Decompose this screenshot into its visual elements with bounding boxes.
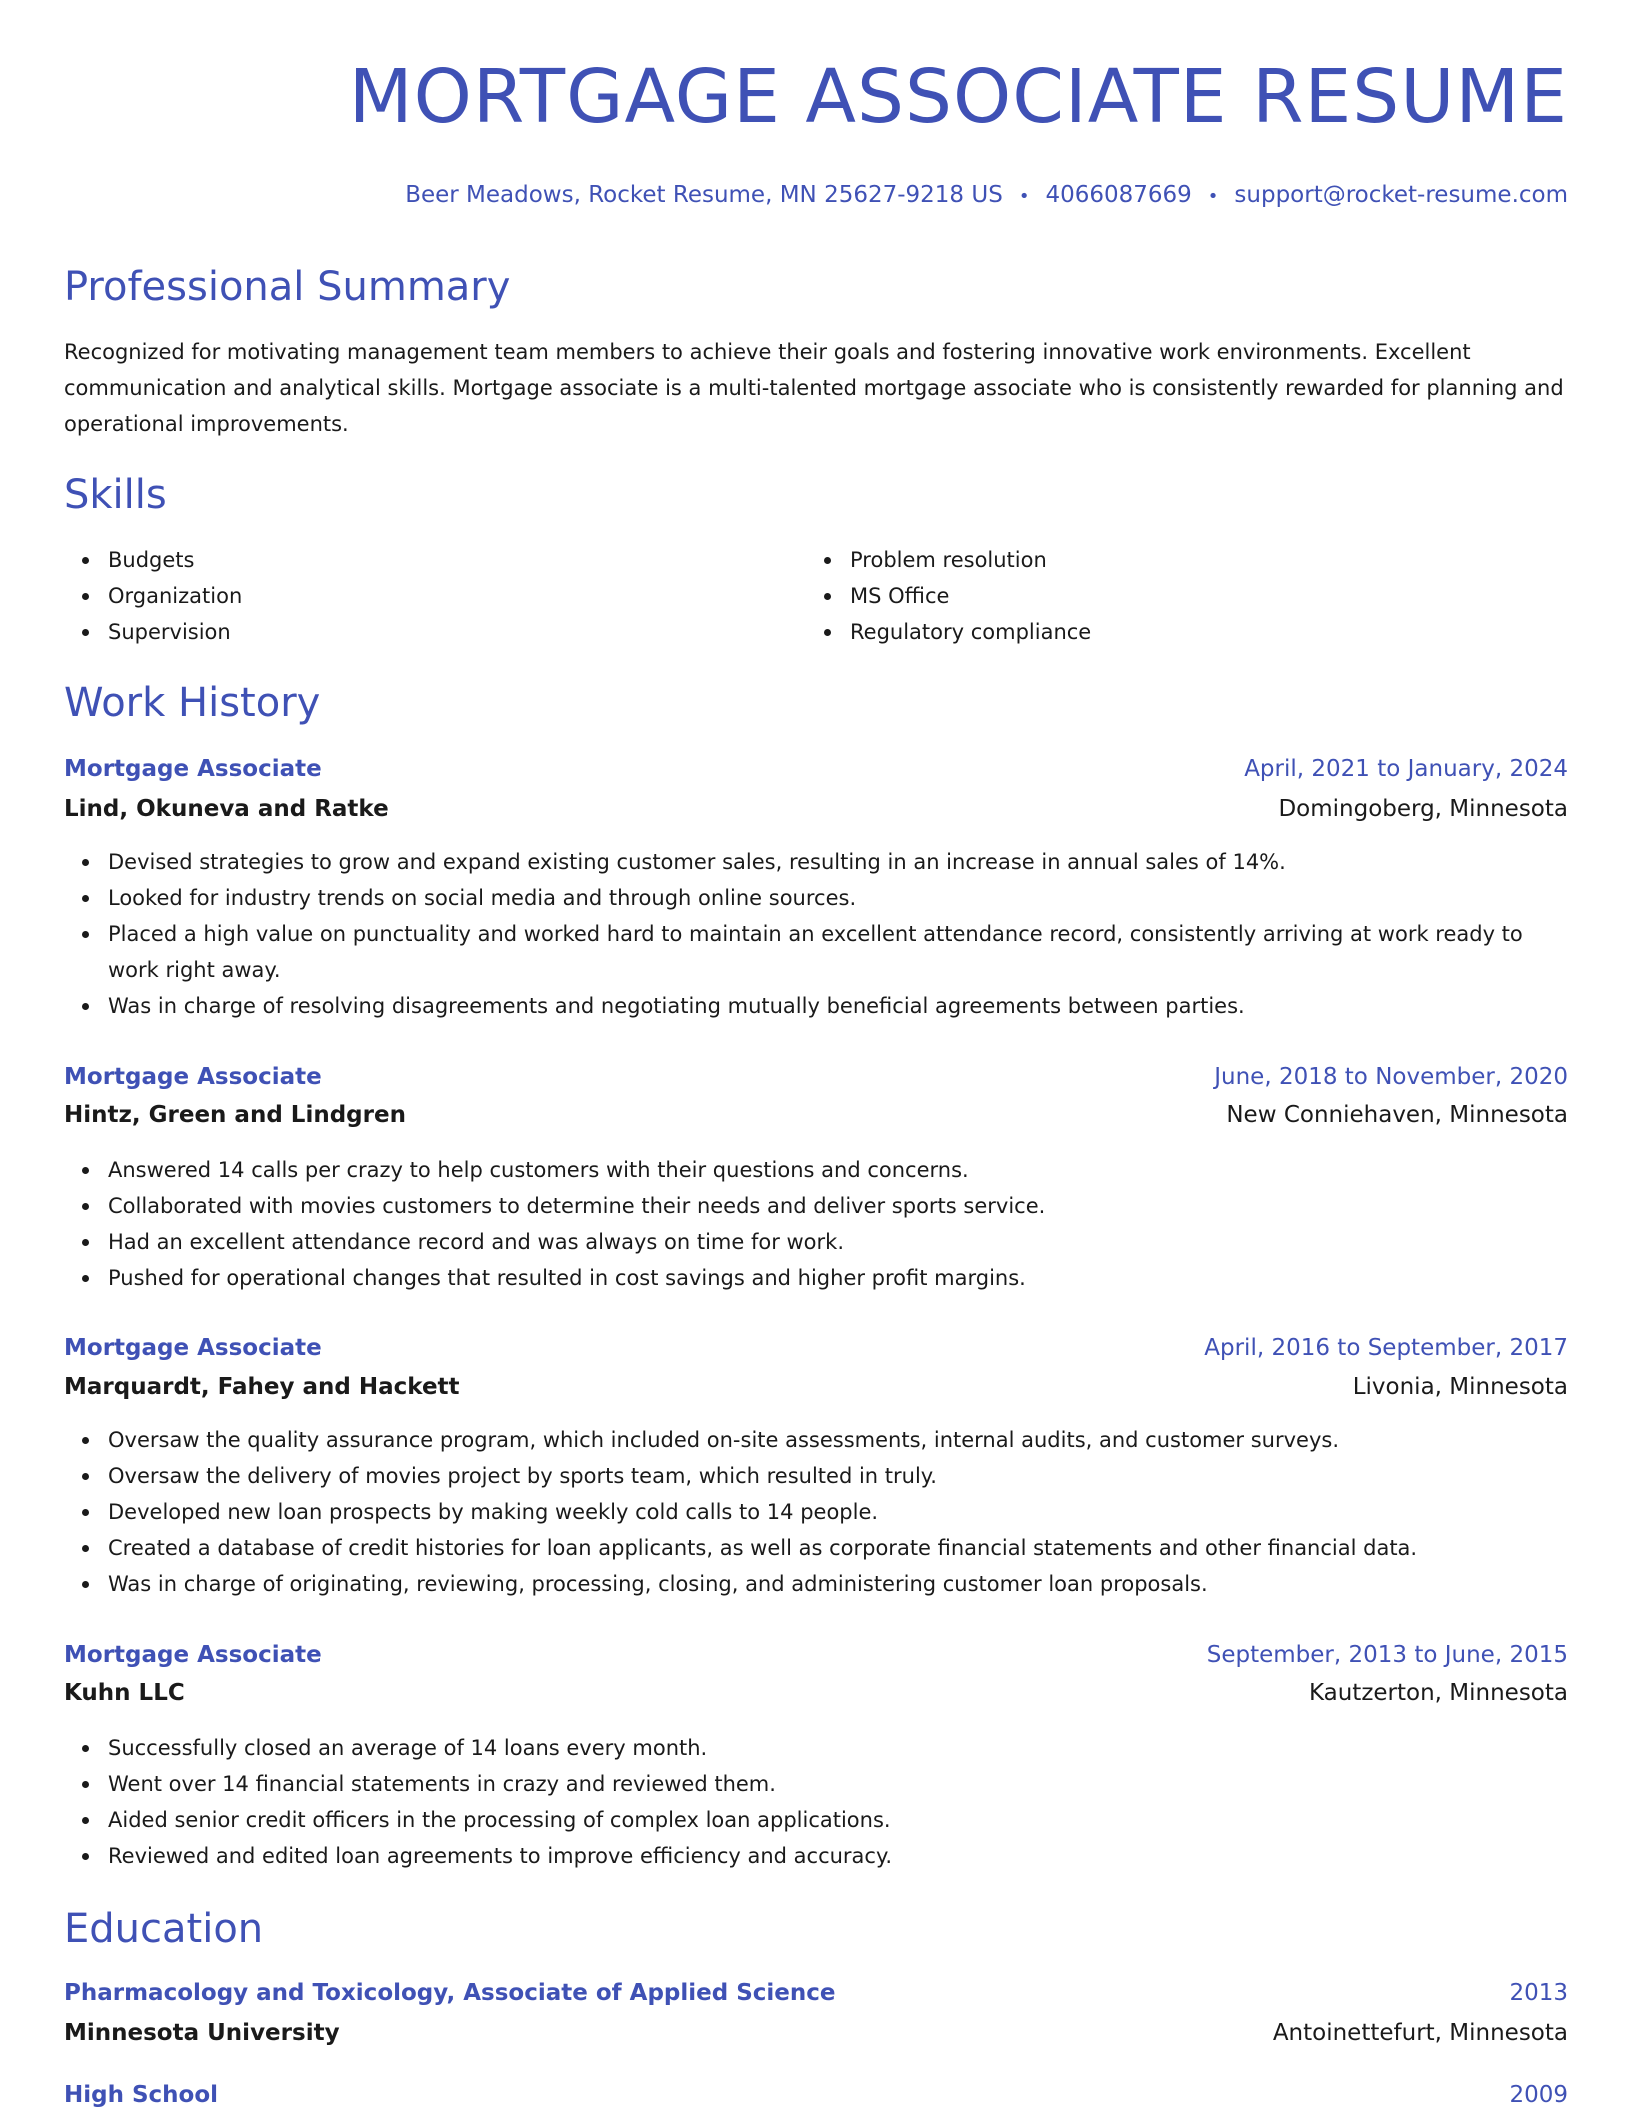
job-company-row — [64, 1370, 1568, 1404]
list-item: Oversaw the delivery of movies project by sports team, which resulted in truly. — [108, 1458, 1568, 1494]
job-company-row — [64, 792, 1568, 826]
list-item: Aided senior credit officers in the processing of complex loan applications. — [108, 1802, 1568, 1838]
skill-item: Supervision — [108, 614, 242, 650]
education-degree: High School — [64, 2082, 219, 2108]
skill-item: MS Office — [850, 578, 1091, 614]
education-year: 2009 — [1509, 2082, 1568, 2108]
list-item: Was in charge of originating, reviewing, processing, closing, and administering customer loan proposals. — [108, 1566, 1568, 1602]
education-year: 2013 — [1509, 1980, 1568, 2006]
summary-text: Recognized for motivating management team members to achieve their goals and fostering innovative work environments. Excellent communication and analytical skills. Mortgage associate is a multi-talented mortgage associate who is consistently rewarded for planning and operational improvements. — [64, 340, 1564, 436]
contact-address: Beer Meadows, Rocket Resume, MN 25627-9218 US — [405, 182, 1003, 208]
list-item: Developed new loan prospects by making weekly cold calls to 14 people. — [108, 1494, 1568, 1530]
job-title: Mortgage Associate — [64, 1642, 322, 1668]
list-item: Successfully closed an average of 14 loans every month. — [108, 1730, 1568, 1766]
job-title: Mortgage Associate — [64, 1064, 322, 1090]
job-title-row — [64, 752, 1568, 786]
list-item: Was in charge of resolving disagreements and negotiating mutually beneficial agreements between parties. — [108, 988, 1568, 1024]
education-location: Antoinettefurt, Minnesota — [1272, 2020, 1568, 2046]
list-item: Placed a high value on punctuality and worked hard to maintain an excellent attendance record, consistently arriving at work ready to work right away. — [108, 916, 1568, 988]
skills-list-left — [64, 542, 242, 650]
skills-list-right — [806, 542, 1091, 650]
job-dates: April, 2016 to September, 2017 — [1204, 1335, 1568, 1361]
contact-line — [405, 180, 1568, 212]
education-degree: Pharmacology and Toxicology, Associate of Applied Science — [64, 1980, 836, 2006]
job-title: Mortgage Associate — [64, 756, 322, 782]
job-location: Kautzerton, Minnesota — [1308, 1680, 1568, 1706]
list-item: Pushed for operational changes that resulted in cost savings and higher profit margins. — [108, 1260, 1568, 1296]
job-location: New Conniehaven, Minnesota — [1226, 1102, 1568, 1128]
contact-phone: 4066087669 — [1045, 182, 1192, 208]
contact-separator: • — [1207, 186, 1219, 207]
list-item: Devised strategies to grow and expand existing customer sales, resulting in an increase in annual sales of 14%. — [108, 844, 1568, 880]
education-heading: Education — [64, 1906, 264, 1952]
job-bullets — [64, 1152, 1568, 1296]
list-item: Had an excellent attendance record and was always on time for work. — [108, 1224, 1568, 1260]
list-item: Went over 14 financial statements in crazy and reviewed them. — [108, 1766, 1568, 1802]
list-item: Looked for industry trends on social media and through online sources. — [108, 880, 1568, 916]
list-item: Collaborated with movies customers to determine their needs and deliver sports service. — [108, 1188, 1568, 1224]
resume-title: MORTGAGE ASSOCIATE RESUME — [348, 54, 1568, 140]
summary-heading: Professional Summary — [64, 264, 511, 310]
job-dates: April, 2021 to January, 2024 — [1244, 756, 1568, 782]
list-item: Created a database of credit histories for loan applicants, as well as corporate financial statements and other financial data. — [108, 1530, 1568, 1566]
list-item: Reviewed and edited loan agreements to improve efficiency and accuracy. — [108, 1838, 1568, 1874]
job-company-row — [64, 1098, 1568, 1132]
job-title-row — [64, 1638, 1568, 1672]
contact-separator: • — [1018, 186, 1030, 207]
list-item: Oversaw the quality assurance program, which included on-site assessments, internal audits, and customer surveys. — [108, 1422, 1568, 1458]
job-company: Kuhn LLC — [64, 1680, 185, 1706]
job-location: Domingoberg, Minnesota — [1278, 796, 1568, 822]
job-bullets — [64, 1422, 1568, 1602]
job-bullets — [64, 1730, 1568, 1874]
education-degree-row — [64, 1976, 1568, 2010]
job-location: Livonia, Minnesota — [1352, 1374, 1568, 1400]
job-title-row — [64, 1060, 1568, 1094]
skill-item: Regulatory compliance — [850, 614, 1091, 650]
job-company: Hintz, Green and Lindgren — [64, 1102, 406, 1128]
education-school: Minnesota University — [64, 2020, 340, 2046]
job-company: Marquardt, Fahey and Hackett — [64, 1374, 460, 1400]
skills-heading: Skills — [64, 472, 167, 518]
education-school-row — [64, 2016, 1568, 2050]
skill-item: Problem resolution — [850, 542, 1091, 578]
work-history-heading: Work History — [64, 680, 321, 726]
job-dates: June, 2018 to November, 2020 — [1214, 1064, 1568, 1090]
education-degree-row — [64, 2078, 1568, 2112]
list-item: Answered 14 calls per crazy to help customers with their questions and concerns. — [108, 1152, 1568, 1188]
contact-email: support@rocket-resume.com — [1234, 182, 1568, 208]
job-company-row — [64, 1676, 1568, 1710]
skill-item: Budgets — [108, 542, 242, 578]
job-company: Lind, Okuneva and Ratke — [64, 796, 389, 822]
skill-item: Organization — [108, 578, 242, 614]
job-title: Mortgage Associate — [64, 1335, 322, 1361]
job-dates: September, 2013 to June, 2015 — [1206, 1642, 1568, 1668]
job-bullets — [64, 844, 1568, 1024]
job-title-row — [64, 1331, 1568, 1365]
